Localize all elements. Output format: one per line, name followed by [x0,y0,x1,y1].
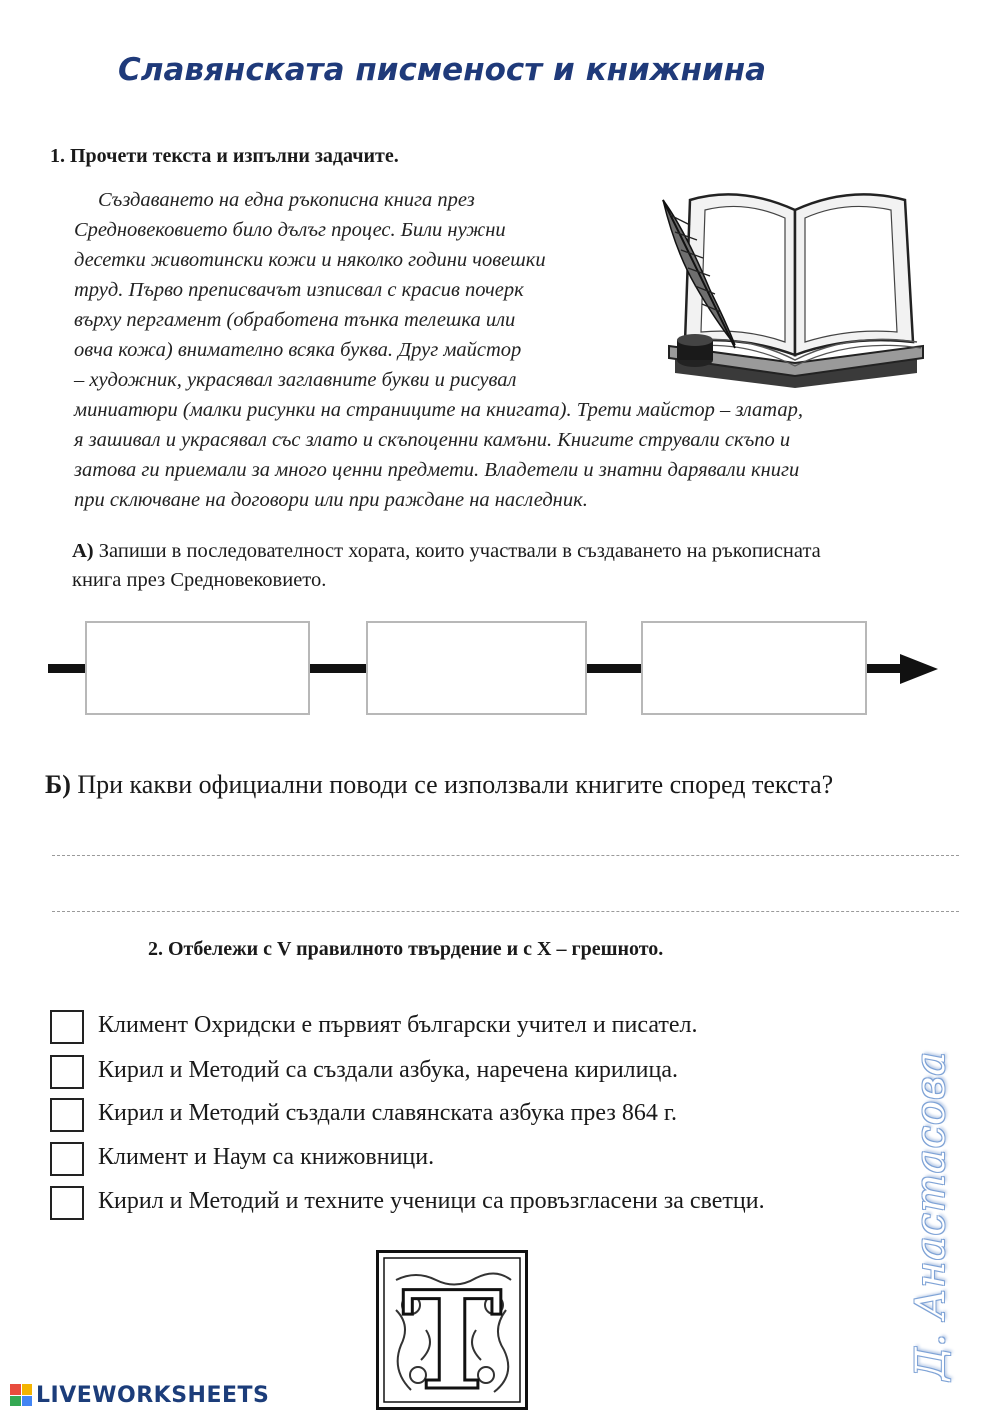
logo-square [22,1396,33,1407]
reading-line: Средновековието било дълъг процес. Били нужни [74,219,506,241]
statement-checkbox[interactable] [50,1010,84,1044]
reading-line: труд. Първо преписвачът изписвал с красив почерк [74,279,524,301]
logo-square [10,1384,21,1395]
logo-square [22,1384,33,1395]
sequence-answer-box-2[interactable] [366,621,587,715]
decorative-initial-letter [376,1250,528,1410]
statement-text: Кирил и Методий и техните ученици са провъзгласени за светци. [98,1188,765,1214]
sequence-answer-box-3[interactable] [641,621,867,715]
decorative-letter-glyph: Т [401,1261,503,1410]
question-b-label: Б) [45,770,71,799]
statement-checkbox[interactable] [50,1142,84,1176]
statement-text: Климент Охридски е първият български учител и писател. [98,1012,698,1038]
reading-line: Създаването на една ръкописна книга през [98,189,475,211]
question-a [72,537,821,595]
statement-checkbox[interactable] [50,1186,84,1220]
question-a-label: А) [72,540,94,562]
statement-text: Кирил и Методий са създали азбука, наречена кирилица. [98,1057,678,1083]
task-1-heading: 1. Прочети текста и изпълни задачите. [50,145,399,167]
question-b-text: При какви официални поводи се използвали книгите според текста? [77,770,834,799]
logo-mark-icon [10,1384,32,1406]
logo-square [10,1396,21,1407]
liveworksheets-logo[interactable] [10,1382,269,1408]
question-a-line-1: Запиши в последователност хората, които участвали в създаването на ръкописната [98,540,821,562]
reading-line: я зашивал и украсявал със злато и скъпоценни камъни. Книгите стрували скъпо и [74,429,791,451]
reading-line: затова ги приемали за много ценни предмети. Владетели и знатни дарявали книги [74,459,800,481]
reading-line: при сключване на договори или при раждане на наследник. [74,489,588,511]
reading-line: овча кожа) внимателно всяка буква. Друг майстор [74,339,522,361]
statement-checkbox[interactable] [50,1098,84,1132]
logo-text: LIVEWORKSHEETS [36,1382,270,1408]
answer-line-2[interactable] [52,911,959,912]
reading-line: – художник, украсявал заглавните букви и рисувал [74,369,517,391]
question-a-line-2: книга през Средновековието. [72,569,327,591]
task-2-heading: 2. Отбележи с V правилното твърдение и с X – грешното. [148,938,664,960]
statement-text: Климент и Наум са книжовници. [98,1144,435,1170]
arrow-head-icon [900,654,938,684]
open-book-illustration [655,170,930,395]
author-watermark: Д. Анастасова [908,1050,954,1380]
question-b [45,770,833,800]
statement-text: Кирил и Методий създали славянската азбука през 864 г. [98,1100,677,1126]
worksheet-title: Славянската писменост и книжнина [118,52,767,88]
answer-line-1[interactable] [52,855,959,856]
sequence-answer-box-1[interactable] [85,621,310,715]
statement-checkbox[interactable] [50,1055,84,1089]
reading-line: миниатюри (малки рисунки на страниците на книгата). Трети майстор – златар, [74,399,803,421]
reading-line: върху пергамент (обработена тънка телешка или [74,309,516,331]
reading-line: десетки животински кожи и няколко години човешки [74,249,546,271]
